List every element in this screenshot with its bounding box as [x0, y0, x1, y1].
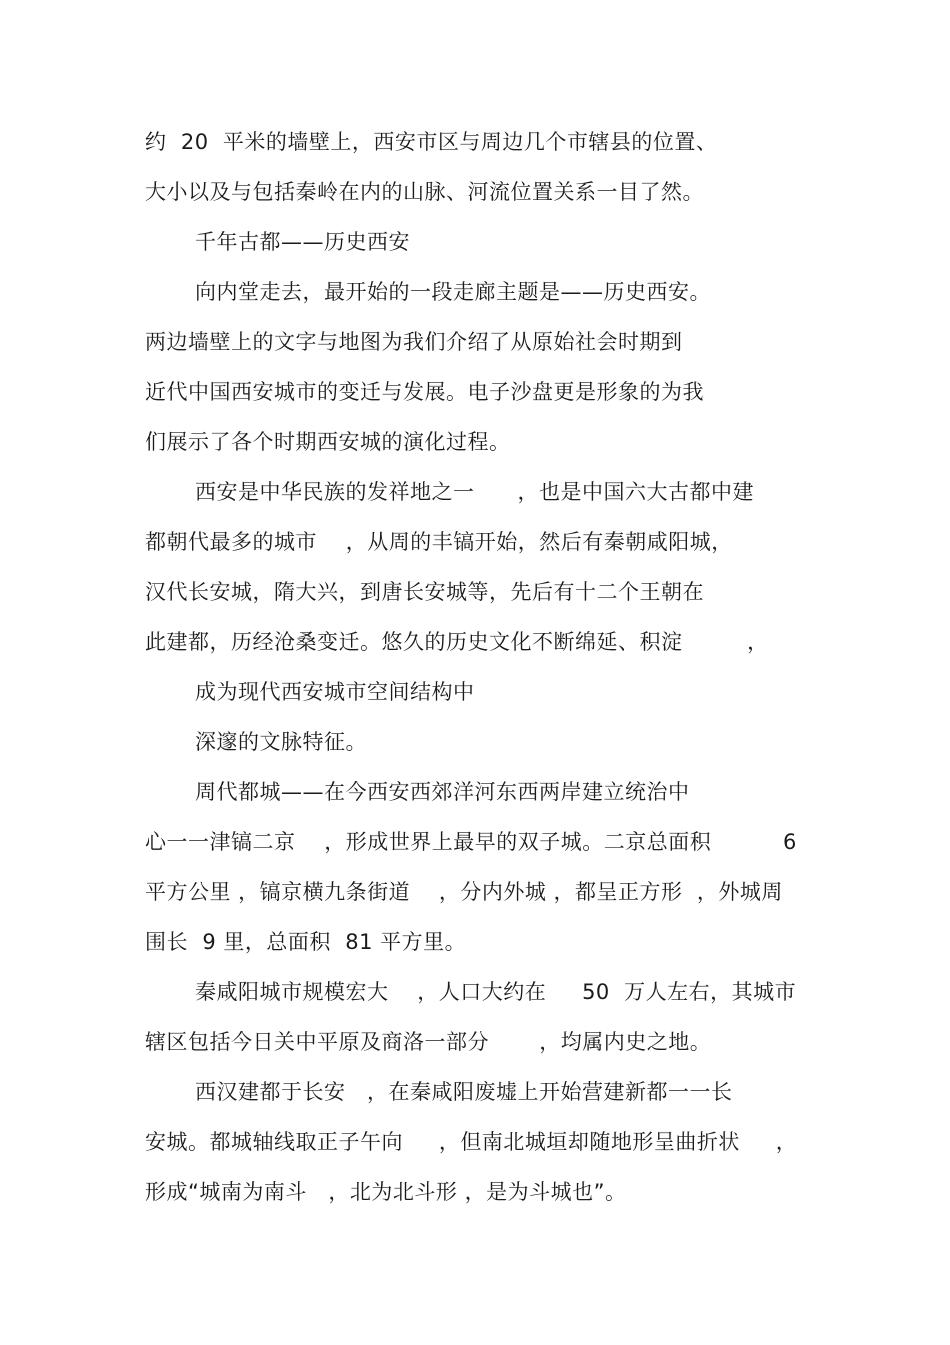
text-line: 围长 9 里，总面积 81 平方里。 [145, 930, 467, 954]
text-line: 辖区包括今日关中平原及商洛一部分 ，均属内史之地。 [145, 1030, 712, 1054]
text-line: 西汉建都于长安 ，在秦咸阳废墟上开始营建新都一一长 [195, 1080, 733, 1104]
text-line: 们展示了各个时期西安城的演化过程。 [145, 430, 511, 454]
text-line: 近代中国西安城市的变迁与发展。电子沙盘更是形象的为我 [145, 380, 704, 404]
text-line: 深邃的文脉特征。 [195, 730, 367, 754]
text-line: 约 20 平米的墙壁上，西安市区与周边几个市辖县的位置、 [145, 130, 718, 154]
text-line: 向内堂走去，最开始的一段走廊主题是——历史西安。 [195, 280, 711, 304]
text-line: 西安是中华民族的发祥地之一 ，也是中国六大古都中建 [195, 480, 755, 504]
text-line: 都朝代最多的城市 ，从周的丰镐开始，然后有秦朝咸阳城， [145, 530, 733, 554]
text-line: 大小以及与包括秦岭在内的山脉、河流位置关系一目了然。 [145, 180, 704, 204]
text-line: 两边墙壁上的文字与地图为我们介绍了从原始社会时期到 [145, 330, 683, 354]
text-line: 此建都，历经沧桑变迁。悠久的历史文化不断绵延、积淀 ， [145, 630, 769, 654]
text-line: 心一一津镐二京 ，形成世界上最早的双子城。二京总面积 6 [145, 830, 797, 854]
text-line: 周代都城——在今西安西郊洋河东西两岸建立统治中 [195, 780, 690, 804]
text-line: 安城。都城轴线取正子午向 ，但南北城垣却随地形呈曲折状 ， [145, 1130, 798, 1154]
text-line: 汉代长安城，隋大兴，到唐长安城等，先后有十二个王朝在 [145, 580, 704, 604]
section-heading: 千年古都——历史西安 [195, 230, 410, 254]
text-line: 形成“城南为南斗 ，北为北斗形 ，是为斗城也”。 [145, 1180, 627, 1204]
text-line: 平方公里 ，镐京横九条街道 ，分内外城 ，都呈正方形 ，外城周 [145, 880, 783, 904]
text-line: 成为现代西安城市空间结构中 [195, 680, 475, 704]
text-line: 秦咸阳城市规模宏大 ，人口大约在 50 万人左右，其城市 [195, 980, 797, 1004]
